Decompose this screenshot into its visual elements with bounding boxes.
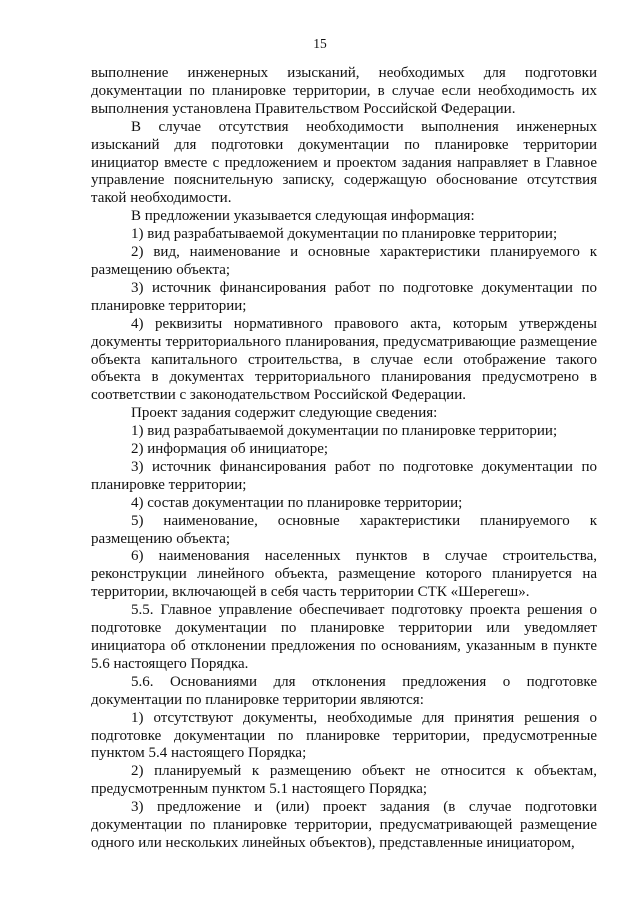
task-item-4: 4) состав документации по планировке территории; [131,494,463,511]
proposal-item-2: 2) вид, наименование и основные характеристики планируемого к размещению объекта; [91,244,597,278]
section-5-6: 5.6. Основаниями для отклонения предложения о подготовке документации по планировке территории являются: [91,673,597,708]
rejection-item-2: 2) планируемый к размещению объект не относится к объектам, предусмотренным пунктом 5.1 настоящего Порядка; [91,763,597,798]
page-number: 15 [313,36,327,51]
rejection-item-3: 3) предложение и (или) проект задания (в случае подготовки документации по планировке территории, предусматривающей размещение одного или нескольких линейных объектов), представленные инициатором, [91,799,597,851]
proposal-item-1: 1) вид разрабатываемой документации по планировке территории; [131,226,558,243]
task-item-2: 2) информация об инициаторе; [131,441,329,458]
proposal-item-4: 4) реквизиты нормативного правового акта, которым утверждены документы территориального планирования, предусматривающие размещение объекта капитального строительства, в случае если отображение такого объекта в документах территориального планирования предусмотрено в соответствии с законодательством Российской Федерации. [91,315,597,404]
proposal-item-3: 3) источник финансирования работ по подготовке документации по планировке территории; [91,279,597,314]
paragraph-proposal-intro: В предложении указывается следующая информация: [131,208,475,225]
task-item-6: 6) наименования населенных пунктов в случае строительства, реконструкции линейного объекта, размещение которого планируется на территории, включающей в себя часть территории СТК «Шерегеш». [91,548,597,601]
paragraph-task-intro: Проект задания содержит следующие сведения: [131,405,438,422]
task-item-3: 3) источник финансирования работ по подготовке документации по планировке территории; [91,458,597,493]
task-item-1: 1) вид разрабатываемой документации по планировке территории; [131,423,558,440]
task-item-5: 5) наименование, основные характеристики планируемого к размещению объекта; [91,512,597,547]
rejection-item-1: 1) отсутствуют документы, необходимые для принятия решения о подготовке документации по планировке территории, предусмотренные пунктом 5.4 настоящего Порядка; [91,709,597,762]
section-5-5: 5.5. Главное управление обеспечивает подготовку проекта решения о подготовке документации по планировке территории или уведомляет инициатора об отклонении предложения по основаниям, указанным в пункте 5.6 настоящего Порядка. [91,602,597,672]
document-body [91,65,597,853]
paragraph-continuation: выполнение инженерных изысканий, необходимых для подготовки документации по планировке территории, в случае если необходимость их выполнения установлена Правительством Российской Федерации. [91,65,597,117]
paragraph-no-surveys: В случае отсутствия необходимости выполнения инженерных изысканий для подготовки документации по планировке территории инициатор вместе с предложением и проектом задания направляет в Главное управление пояснительную записку, содержащую обоснование отсутствия такой необходимости. [91,118,597,207]
